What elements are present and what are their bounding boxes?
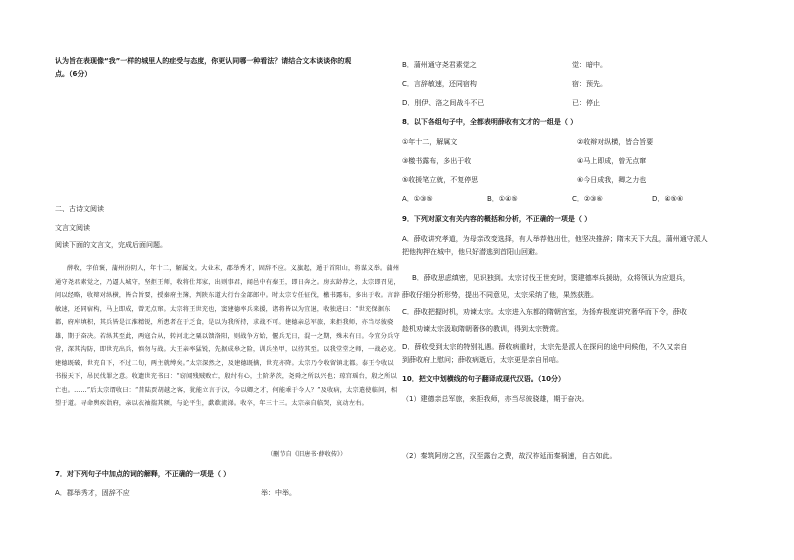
q8-choice-b: B．①④⑤ — [487, 195, 518, 203]
q8-item: ③檄书露布，多出于收 — [402, 157, 472, 165]
q8-item: ①年十二，解属文 — [402, 138, 458, 146]
passage-source: （删节自《旧唐书·薛收传》） — [267, 451, 347, 458]
q8-choice-a: A．①③⑤ — [402, 195, 433, 203]
question-7: 7．对下列句子中加点的词的解释，不正确的一项是（ ） — [55, 470, 231, 478]
q9-option-c: C．薛收把握时机，劝谏太宗。太宗进入东都的隋朝宫室，为扬弃极度讲究奢华而下令，薛收 — [402, 308, 687, 316]
q7-option-c-explain: 宿：预先。 — [572, 80, 607, 88]
question-intro: 认为旨在表现像“我”一样的城里人的症受与态度，你更认同哪一种看法？请结合文本谈谈你的观 — [55, 57, 352, 65]
question-9: 9．下列对原文有关内容的概括和分析，不正确的一项是（ ） — [402, 215, 592, 223]
q7-option-a-explain: 举：中举。 — [261, 489, 296, 497]
passage-paragraph: 薛收，字伯褒，蒲州汾阴人，年十二，解属文。大业末，郡举秀才，固辞不应。义旗起，遁于首阳山，将谋义举。蒲州通守尧君素觉之，乃逼人城守，坚拒王师，收将仕邦家，出则事君，闻邑中有秦王，即日奔之。房玄龄荐之，太宗即召见，问以经略，收辩对纵横，皆合旨要，授秦府主簿，判陕东道大行台金部郎中。时太宗专任征伐，檄书露布，多出于收。言辞敏速，还同宿构，马上即成，曾无点窜。太宗将王世充也，窦建德率兵来援，诸将皆以为宜退，收独进曰：“世充保据东都，府库填积，其兵皆是江淮精锐，所患者在于乏食，是以为我所持，求战不可。建德亲总军旅，来拒我师，亦当尽彼骁雄，期于奋决。若纵其至此，两寇合从，转河北之粟以馈洛阳，则战争方始，偃兵无日，混一之期，殊未有日。今宜分兵守营，深其沟防，即世充出兵，慎勿与战。大王亲率猛锐，先据成皋之险，训兵坐甲，以待其至。以我堂堂之师，一战必克。建德既破，世充自下，不过二旬，两主就缚矣。”太宗深然之，及建德既擒，世充亦降。太宗乃令收留镇北都。泰王令收以书报天下，吊民伐罪之意。收遗世充书曰：“窃闻残贼败亡，殷纣有心，土阶茅茨，尧舜之所以兴也；琼宫瑶台，殷之所以亡也。……”后太宗谓收曰：“昔陆贾胡越之客，犹能立言于汉，今以卿之才，何能乖于今人？”及收病，太宗遣使临问，相望于道。寻命舆疾诣府，亲以衣袖揣其额，与论平生，歔欷流涕。收卒，年三十三。太宗亲自临哭，哀动左右。 — [55, 265, 400, 407]
q7-option-b: B．蒲州通守尧君素觉之 — [402, 61, 477, 69]
q8-choice-c: C．②③⑥ — [572, 195, 603, 203]
q9-option-c-cont: 趁机劝谏太宗汲取隋朝奢侈的教训，得到太宗赞赏。 — [402, 325, 563, 333]
q7-option-b-explain: 觉：暗中。 — [572, 61, 607, 69]
question-10: 10．把文中划横线的句子翻译成现代汉语。（10分） — [402, 375, 565, 383]
q8-choice-d: D．④⑤⑥ — [652, 195, 684, 203]
question-8: 8．以下各组句子中，全都表明薛收有文才的一组是（ ） — [402, 118, 578, 126]
q9-option-d: D．薛收受到太宗的特别礼遇。薛收病重时，太宗先是派人在探问的途中问候他，不久又亲自 — [402, 343, 688, 351]
q9-option-b-cont: 薛收仔细分析形势，提出不同意见，太宗采纳了他，果然获胜。 — [402, 291, 598, 299]
question-intro-cont: 点。（6分） — [55, 70, 92, 78]
q7-option-a: A．郡举秀才，固辞不应 — [55, 489, 130, 497]
q8-item: ⑥今日成我，卿之力也 — [577, 176, 647, 184]
q7-option-d-explain: 已：停止 — [572, 99, 600, 107]
q9-option-a-cont: 把他拘押在城中，他只好潜逃到首阳山回避。 — [402, 248, 542, 256]
instruction: 阅读下面的文言文，完成后面问题。 — [55, 241, 167, 249]
q8-item: ④马上即成，曾无点窜 — [577, 157, 647, 165]
q9-option-d-cont: 到薛收府上慰问；薛收病逝后，太宗更是亲自吊唁。 — [402, 356, 563, 364]
q7-option-d: D．刖伊、洛之间战斗不已 — [402, 99, 485, 107]
q7-option-c: C．言辞敏速，还同宿构 — [402, 80, 477, 88]
classical-passage — [55, 262, 400, 411]
q10-sentence-1: （1）建德亲总军旅，来拒我师，亦当尽彼骁雄，期于奋决。 — [402, 395, 589, 403]
q9-option-b: B．薛收思虑缜密，见识独到。太宗讨伐王世充时，窦建德率兵援助，众将领认为应退兵， — [412, 274, 690, 282]
subsection-title: 文言文阅读 — [55, 224, 90, 232]
section-title: 二、古诗文阅读 — [55, 205, 104, 213]
q8-item: ②收辩对纵横，皆合旨要 — [577, 138, 654, 146]
q10-sentence-2: （2）秦筑阿房之宫，汉至露台之费，故汉祚延而秦祸速，自古如此。 — [402, 452, 617, 460]
q8-item: ⑤收援笔立就，不复停思 — [402, 176, 479, 184]
q9-option-a: A．薛收讲究孝道，为母亲改变选择，有人举荐他出仕，他坚决推辞；隋末天下大乱，蒲州通守派人 — [402, 235, 708, 243]
